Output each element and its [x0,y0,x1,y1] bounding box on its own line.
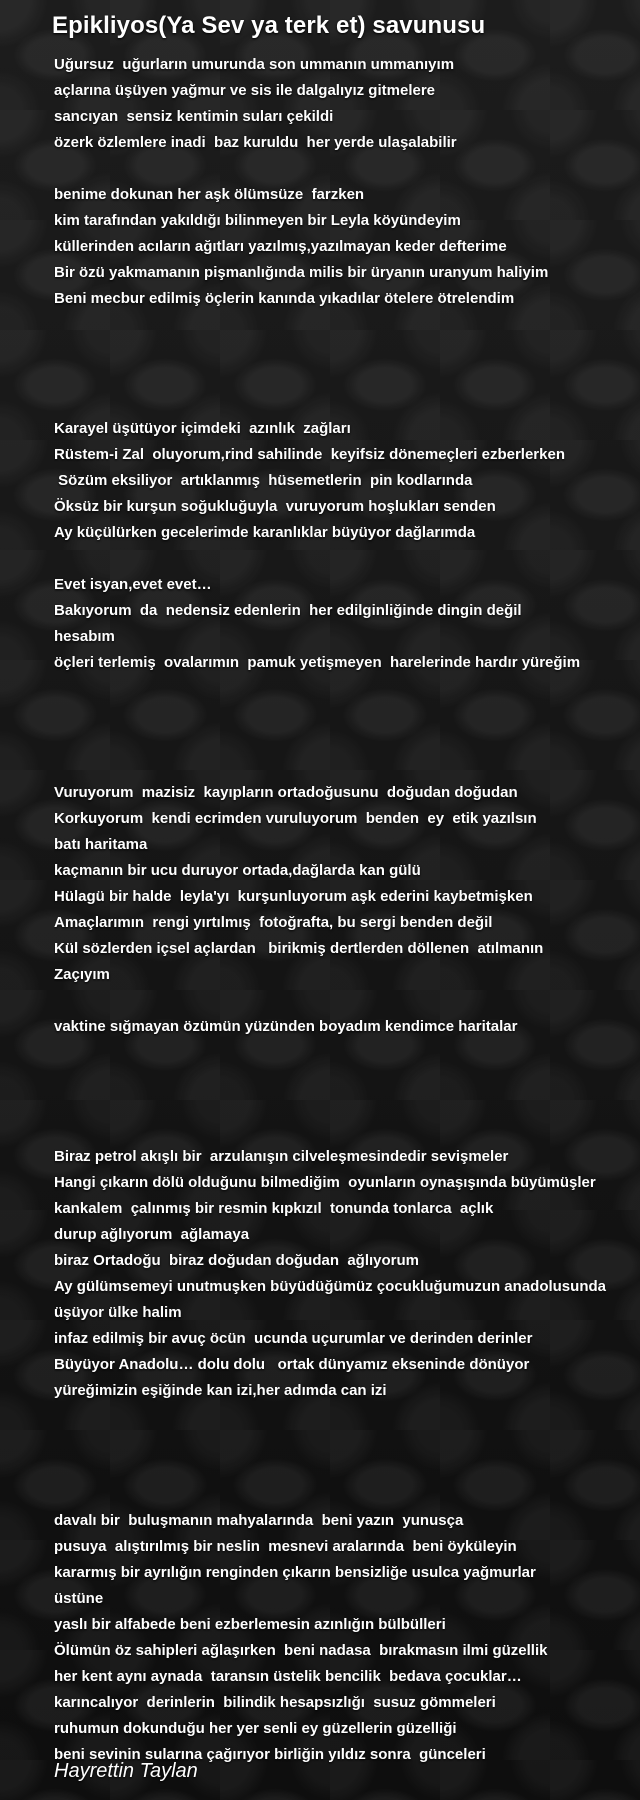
poem-line: Ay küçülürken gecelerimde karanlıklar büyüyor dağlarımda [54,524,476,541]
poem-line: Beni mecbur edilmiş öçlerin kanında yıkadılar ötelere ötrelendim [54,290,515,307]
poem-line [54,390,640,416]
poem-line: durup ağlıyorum ağlamaya [54,1226,250,1243]
poem-line: biraz Ortadoğu biraz doğudan doğudan ağlıyorum [54,1252,420,1269]
poem-line: Evet isyan,evet evet… [54,576,212,593]
poem-line: kim tarafından yakıldığı bilinmeyen bir Leyla köyündeyim [54,212,461,229]
poem-line: Bir özü yakmamanın pişmanlığında milis bir üryanın uranyum haliyim [54,264,549,281]
poem-line: küllerinden acıların ağıtları yazılmış,yazılmayan keder defterime [54,238,507,255]
poem-line [54,1066,640,1092]
poem-line: Vuruyorum mazisiz kayıpların ortadoğusunu doğudan doğudan [54,784,518,801]
poem-line [54,1040,640,1066]
poem-line: ruhumun dokunduğu her yer senli ey güzellerin güzelliği [54,1720,457,1737]
poem-line: kararmış bir ayrılığın renginden çıkarın bensizliğe usulca yağmurlar [54,1564,536,1581]
poem-line: Büyüyor Anadolu… dolu dolu ortak dünyamız ekseninde dönüyor [54,1356,530,1373]
poem-line [54,1118,640,1144]
poem-line: Rüstem-i Zal oluyorum,rind sahilinde keyifsiz dönemeçleri ezberlerken [54,446,565,463]
poem-line [54,1092,640,1118]
poem-line: infaz edilmiş bir avuç öcün ucunda uçurumlar ve derinden derinler [54,1330,533,1347]
poem-author: Hayrettin Taylan [54,1760,198,1782]
poem-line [54,754,640,780]
poem-line: Ölümün öz sahipleri ağlaşırken beni nadasa bırakmasın ilmi güzellik [54,1642,548,1659]
poem-line: vaktine sığmayan özümün yüzünden boyadım kendimce haritalar [54,1018,518,1035]
poem-line [54,312,640,338]
poem-line [54,156,640,182]
poem-line: Zaçıyım [54,966,110,983]
poem-line: üşüyor ülke halim [54,1304,182,1321]
poem-line: davalı bir buluşmanın mahyalarında beni yazın yunusça [54,1512,464,1529]
poem-line: Kül sözlerden içsel açlardan birikmiş dertlerden döllenen atılmanın [54,940,544,957]
poem-line: Biraz petrol akışlı bir arzulanışın cilveleşmesindedir sevişmeler [54,1148,509,1165]
poem-line [54,728,640,754]
poem-line: yüreğimizin eşiğinde kan izi,her adımda can izi [54,1382,387,1399]
poem-line: Öksüz bir kurşun soğukluğuyla vuruyorum hoşlukları senden [54,498,496,515]
poem-line: batı haritama [54,836,148,853]
poem-title: Epikliyos(Ya Sev ya terk et) savunusu [52,12,486,39]
poem-line: kankalem çalınmış bir resmin kıpkızıl tonunda tonlarca açlık [54,1200,494,1217]
poem-line: yaslı bir alfabede beni ezberlemesin azınlığın bülbülleri [54,1616,446,1633]
poem-line: Karayel üşütüyor içimdeki azınlık zağları [54,420,351,437]
poem-line [54,702,640,728]
poem-body [54,52,640,1768]
poem-line: üstüne [54,1590,104,1607]
poem-line [54,676,640,702]
poem-line: Bakıyorum da nedensiz edenlerin her edilginliğinde dingin değil [54,602,522,619]
poem-line: Ay gülümsemeyi unutmuşken büyüdüğümüz çocukluğumuzun anadolusunda [54,1278,606,1295]
poem-line: Hülagü bir halde leyla'yı kurşunluyorum aşk ederini kaybetmişken [54,888,533,905]
poem-line: beni sevinin sularına çağırıyor birliğin yıldız sonra günceleri [54,1746,486,1763]
poem-line: hesabım [54,628,115,645]
poem-line [54,1456,640,1482]
poem-line [54,1430,640,1456]
poem-line: Uğursuz uğurların umurunda son ummanın ummanıyım [54,56,455,73]
poem-line [54,1482,640,1508]
poem-line: karıncalıyor derinlerin bilindik hesapsızlığı susuz gömmeleri [54,1694,496,1711]
poem-line [54,338,640,364]
poem-line: öçleri terlemiş ovalarımın pamuk yetişmeyen harelerinde hardır yüreğim [54,654,581,671]
poem-line [54,546,640,572]
poem-line: özerk özlemlere inadi baz kuruldu her yerde ulaşalabilir [54,134,457,151]
poem-line: Sözüm eksiliyor artıklanmış hüsemetlerin pin kodlarında [54,472,473,489]
poem-line: Amaçlarımın rengi yırtılmış fotoğrafta, bu sergi benden değil [54,914,493,931]
poem-line: benime dokunan her aşk ölümsüze farzken [54,186,365,203]
poem-line [54,1404,640,1430]
poem-line [54,364,640,390]
poem-line: her kent aynı aynada taransın üstelik bencilik bedava çocuklar… [54,1668,522,1685]
poem-line: Hangi çıkarın dölü olduğunu bilmediğim oyunların oynaşışında büyümüşler [54,1174,596,1191]
poem-line: Korkuyorum kendi ecrimden vuruluyorum benden ey etik yazılsın [54,810,537,827]
poem-line: sancıyan sensiz kentimin suları çekildi [54,108,334,125]
poem-line: pusuya alıştırılmış bir neslin mesnevi aralarında beni öyküleyin [54,1538,517,1555]
poem-line [54,988,640,1014]
poem-line: kaçmanın bir ucu duruyor ortada,dağlarda kan gülü [54,862,421,879]
poem-line: açlarına üşüyen yağmur ve sis ile dalgalıyız gitmelere [54,82,436,99]
